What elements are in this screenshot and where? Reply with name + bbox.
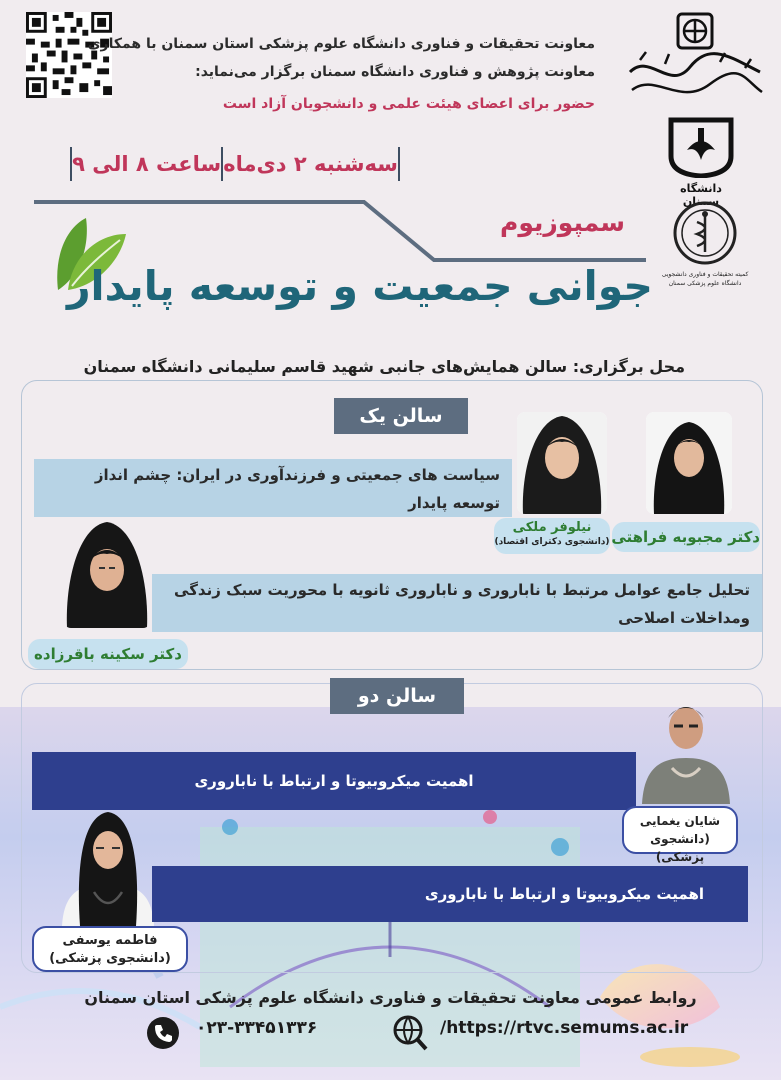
free-entry-notice: حضور برای اعضای هیئت علمی و دانشجویان آزاد است [222,96,595,112]
speaker-name-bagherzadeh: دکتر سکینه باقرزاده [28,639,188,669]
footer-phone[interactable]: ۰۲۳-۳۳۴۵۱۳۳۶ [196,1018,318,1038]
date-separator [70,147,72,181]
hall-two-topic-1 [32,752,636,810]
committee-caption: کمیته تحقیقات و فناوری دانشجویی دانشگاه علوم پزشکی سمنان [661,271,749,287]
speaker-name-yousefi: فاطمه یوسفی [62,933,158,948]
hall-one-topic-1: سیاست های جمعیتی و فرزندآوری در ایران: چشم انداز توسعه پایدار [34,459,512,517]
medical-university-logo [620,12,770,112]
hall-two-tab: سالن دو [330,678,464,714]
speaker-role-yaghmaei: (دانشجوی پزشکی) [650,832,710,864]
footer-organizer: روابط عمومی معاونت تحقیقات و فناوری دانشگاه علوم پزشکی استان سمنان [84,988,697,1007]
speaker-photo-farahati [646,412,732,514]
date-separator [221,147,223,181]
date-bar [70,145,400,183]
event-day: سه‌شنبه ۲ دی‌ماه [223,152,398,176]
hall-two-topic-1-text: اهمیت میکروبیوتا و ارتباط با ناباروری [194,772,474,790]
semnan-university-caption: دانشگاه سمنان [680,182,722,208]
speaker-role-yousefi: (دانشجوی پزشکی) [49,951,171,966]
qr-code-icon[interactable] [26,12,112,98]
speaker-card-maleki [494,518,610,554]
hall-one-tab: سالن یک [334,398,468,434]
semnan-university-logo [665,116,737,208]
speaker-photo-maleki [517,412,607,514]
organizer-line-1: معاونت تحقیقات و فناوری دانشگاه علوم پزشکی استان سمنان با همکاری [87,36,595,52]
speaker-photo-yousefi [58,808,158,926]
speaker-card-yaghmaei[interactable] [622,806,738,864]
date-separator [398,147,400,181]
organizer-line-2: معاونت پژوهش و فناوری دانشگاه سمنان برگزار می‌نماید: [195,64,595,80]
student-research-committee-logo [650,200,760,295]
globe-search-icon[interactable] [392,1014,428,1052]
speaker-photo-yaghmaei [636,688,736,804]
event-title: جوانی جمعیت و توسعه پایدار [66,262,653,310]
speaker-photo-bagherzadeh [63,520,151,628]
speaker-name-maleki: نیلوفر ملکی [512,520,592,535]
event-time: ساعت ۸ الی ۹ [72,152,222,176]
hall-one-topic-2: تحلیل جامع عوامل مرتبط با ناباروری و ناباروری ثانویه با محوریت سبک زندگی ومداخلات اصلاحی [152,574,762,632]
hall-two-topic-2-text: اهمیت میکروبیوتا و ارتباط با ناباروری [424,885,704,903]
footer-website-link[interactable]: /https://rtvc.semums.ac.ir [440,1018,689,1038]
event-venue: محل برگزاری: سالن همایش‌های جانبی شهید قاسم سلیمانی دانشگاه سمنان [83,357,685,376]
speaker-name-farahati: دکتر مجبوبه فراهتی [612,522,760,552]
event-type: سمپوزیوم [500,208,625,237]
speaker-card-yousefi[interactable] [32,926,188,972]
speaker-name-yaghmaei: شایان یغمایی [639,814,721,828]
phone-icon[interactable] [146,1016,180,1050]
hall-two-topic-2 [152,866,748,922]
speaker-role-maleki: (دانشجوی دکترای اقتصاد) [494,537,610,547]
